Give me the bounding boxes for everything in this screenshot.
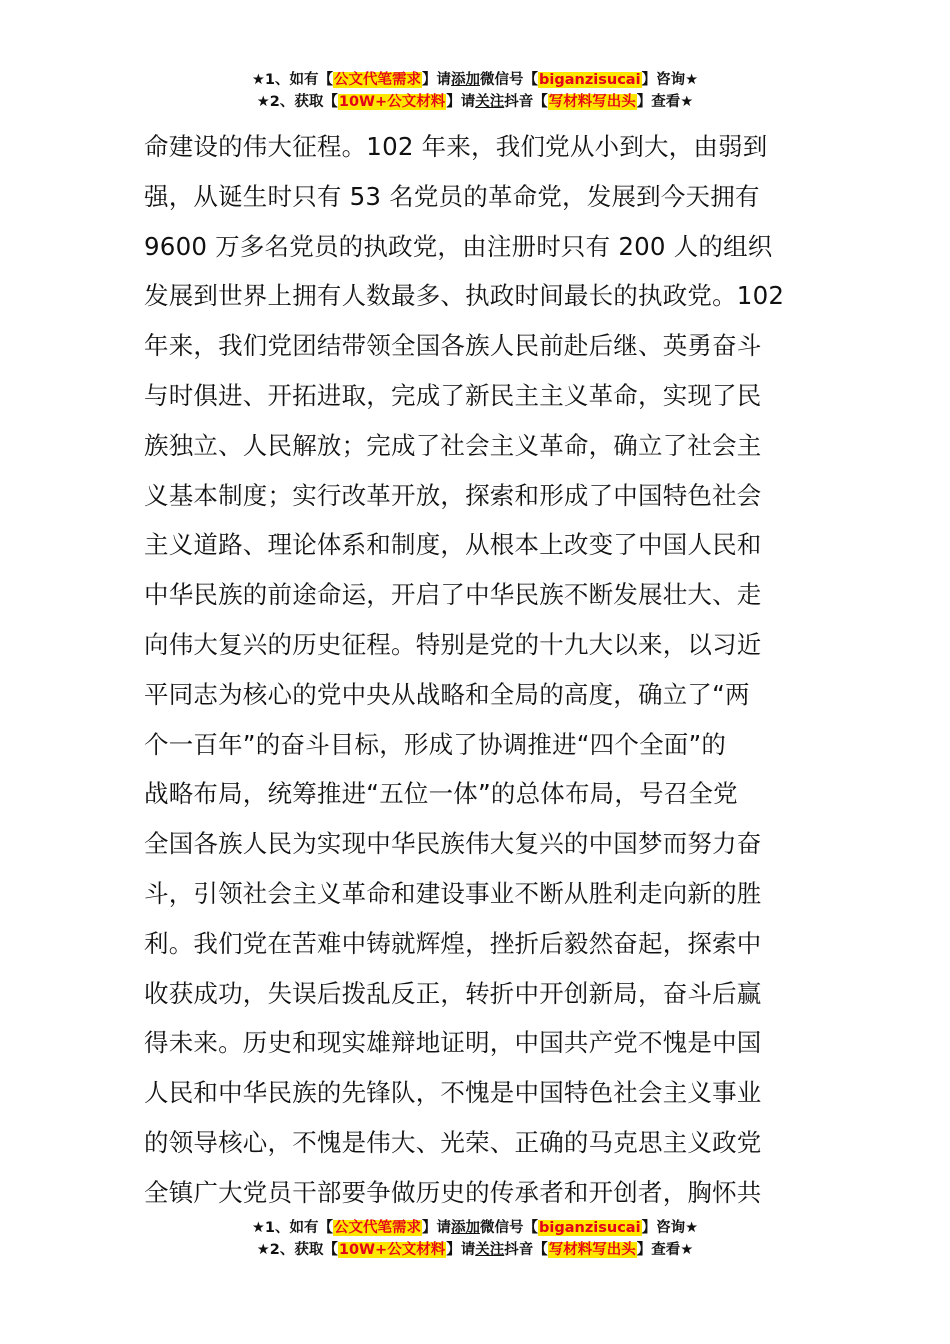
promo-underlined: 添加 bbox=[451, 72, 481, 88]
top-promo-banner bbox=[0, 69, 950, 113]
body-line: 全镇广大党员干部要争做历史的传承者和开创者，胸怀共 bbox=[144, 1177, 762, 1207]
promo-text: 】咨询 bbox=[641, 72, 686, 88]
promo-text: 1、如有【 bbox=[264, 72, 334, 88]
body-line: 9600 万多名党员的执政党，由注册时只有 200 人的组织 bbox=[144, 231, 773, 261]
promo-highlight: 公文代笔需求 bbox=[334, 72, 422, 88]
body-line: 中华民族的前途命运，开启了中华民族不断发展壮大、走 bbox=[144, 580, 762, 610]
promo-underlined: 关注 bbox=[475, 1242, 505, 1258]
promo-text: 】咨询 bbox=[641, 1220, 686, 1236]
promo-text: 】查看 bbox=[636, 94, 681, 110]
promo-underlined: 关注 bbox=[475, 94, 505, 110]
star-icon: ★ bbox=[680, 1242, 694, 1258]
body-line: 个一百年”的奋斗目标，形成了协调推进“四个全面”的 bbox=[144, 729, 727, 759]
promo-douyin-account: 写材料写出头 bbox=[548, 94, 636, 110]
promo-text: 微信号【 bbox=[480, 72, 539, 88]
body-line: 强，从诞生时只有 53 名党员的革命党，发展到今天拥有 bbox=[144, 181, 760, 211]
body-line: 发展到世界上拥有人数最多、执政时间最长的执政党。102 bbox=[144, 281, 785, 311]
star-icon: ★ bbox=[251, 1220, 265, 1236]
promo-line-2 bbox=[0, 1239, 950, 1261]
promo-line-2 bbox=[0, 91, 950, 113]
promo-text: 】请 bbox=[446, 1242, 476, 1258]
promo-wechat-id: biganzisucai bbox=[539, 72, 641, 88]
promo-text: 】请 bbox=[446, 94, 476, 110]
star-icon: ★ bbox=[685, 72, 699, 88]
body-line: 与时俱进、开拓进取，完成了新民主主义革命，实现了民 bbox=[144, 380, 762, 410]
body-line: 的领导核心，不愧是伟大、光荣、正确的马克思主义政党 bbox=[144, 1127, 762, 1157]
promo-text: 】查看 bbox=[636, 1242, 681, 1258]
body-line: 得未来。历史和现实雄辩地证明，中国共产党不愧是中国 bbox=[144, 1028, 762, 1058]
star-icon: ★ bbox=[680, 94, 694, 110]
star-icon: ★ bbox=[685, 1220, 699, 1236]
body-line: 命建设的伟大征程。102 年来，我们党从小到大，由弱到 bbox=[144, 132, 768, 161]
body-line: 向伟大复兴的历史征程。特别是党的十九大以来，以习近 bbox=[144, 629, 762, 659]
body-line: 义基本制度；实行改革开放，探索和形成了中国特色社会 bbox=[144, 480, 762, 510]
promo-wechat-id: biganzisucai bbox=[539, 1220, 641, 1236]
body-line: 主义道路、理论体系和制度，从根本上改变了中国人民和 bbox=[144, 530, 762, 560]
promo-highlight: 10W+公文材料 bbox=[338, 1242, 446, 1258]
body-line: 战略布局，统筹推进“五位一体”的总体布局，号召全党 bbox=[144, 779, 738, 809]
promo-text: 抖音【 bbox=[504, 1242, 548, 1258]
body-line: 收获成功，失误后拨乱反正，转折中开创新局，奋斗后赢 bbox=[144, 978, 762, 1008]
promo-underlined: 添加 bbox=[451, 1220, 481, 1236]
promo-highlight: 公文代笔需求 bbox=[334, 1220, 422, 1236]
promo-highlight: 10W+公文材料 bbox=[338, 94, 446, 110]
promo-text: 抖音【 bbox=[504, 94, 548, 110]
bottom-promo-banner bbox=[0, 1217, 950, 1261]
star-icon: ★ bbox=[251, 72, 265, 88]
body-line: 斗，引领社会主义革命和建设事业不断从胜利走向新的胜 bbox=[144, 878, 762, 908]
promo-text: 】请 bbox=[422, 1220, 452, 1236]
promo-douyin-account: 写材料写出头 bbox=[548, 1242, 636, 1258]
promo-text: 2、获取【 bbox=[269, 94, 338, 110]
promo-line-1 bbox=[0, 1217, 950, 1239]
promo-text: 2、获取【 bbox=[269, 1242, 338, 1258]
body-line: 人民和中华民族的先锋队，不愧是中国特色社会主义事业 bbox=[144, 1078, 762, 1108]
body-line: 利。我们党在苦难中铸就辉煌，挫折后毅然奋起，探索中 bbox=[144, 928, 762, 958]
promo-text: 】请 bbox=[422, 72, 452, 88]
document-body bbox=[144, 122, 812, 1218]
promo-text: 微信号【 bbox=[480, 1220, 539, 1236]
body-line: 族独立、人民解放；完成了社会主义革命，确立了社会主 bbox=[144, 430, 762, 460]
promo-line-1 bbox=[0, 69, 950, 91]
star-icon: ★ bbox=[256, 1242, 270, 1258]
promo-text: 1、如有【 bbox=[264, 1220, 334, 1236]
star-icon: ★ bbox=[256, 94, 270, 110]
body-line: 平同志为核心的党中央从战略和全局的高度，确立了“两 bbox=[144, 679, 750, 709]
body-line: 年来，我们党团结带领全国各族人民前赴后继、英勇奋斗 bbox=[144, 331, 762, 361]
body-line: 全国各族人民为实现中华民族伟大复兴的中国梦而努力奋 bbox=[144, 829, 762, 859]
